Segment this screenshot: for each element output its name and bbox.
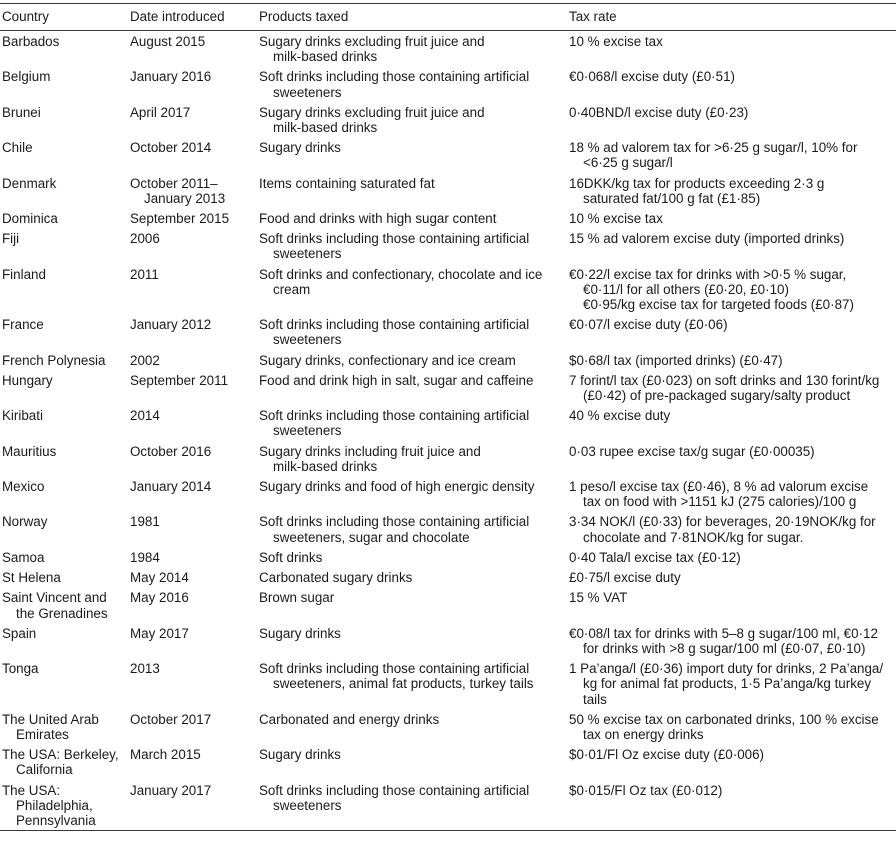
table-row [0,102,896,137]
table-row [0,66,896,101]
cell-tax-rate [569,712,896,742]
cell-date-introduced-line: January 2017 [130,782,212,798]
cell-country [0,267,130,313]
cell-tax-rate-line: (£0·42) of pre-packaged sugary/salty product [583,388,851,404]
cell-country-line: Spain [2,625,37,641]
cell-tax-rate-line: $0·01/Fl Oz excise duty (£0·006) [569,747,764,763]
cell-products-taxed-line: Food and drinks with high sugar content [259,211,497,227]
cell-products-taxed-line: sweeteners [273,797,342,813]
cell-products-taxed [259,444,569,474]
cell-products-taxed [259,317,569,347]
cell-country [0,661,130,707]
cell-tax-rate-line: kg for animal fat products, 1·5 Pa’anga/kg turkey [583,676,872,692]
table-row [0,228,896,263]
cell-products-taxed-line: milk-based drinks [273,49,378,65]
cell-products-taxed-line: Sugary drinks [259,625,341,641]
cell-products-taxed-line: Sugary drinks [259,140,341,156]
cell-products-taxed [259,105,569,135]
table-row [0,547,896,567]
cell-products-taxed [259,267,569,313]
cell-products-taxed-line: cream [273,281,311,297]
table-row [0,405,896,440]
cell-date-introduced-line: 2011 [130,266,159,282]
cell-tax-rate-line: saturated fat/100 g fat (£1·85) [583,190,761,206]
table-row [0,208,896,228]
cell-tax-rate-line: €0·08/l tax for drinks with 5–8 g sugar/100 ml, €0·12 [569,625,878,641]
cell-products-taxed-line: sweeteners [273,423,342,439]
cell-tax-rate-line: tails [583,691,607,707]
cell-country-line: Finland [2,266,46,282]
cell-country [0,444,130,474]
cell-date-introduced [130,661,259,707]
table-bottom-rule [0,830,896,831]
cell-products-taxed-line: Soft drinks including those containing artificial [259,782,530,798]
cell-country [0,317,130,347]
cell-tax-rate [569,231,896,261]
table-row [0,314,896,349]
cell-date-introduced-line: 2014 [130,408,160,424]
cell-country-line: France [2,317,44,333]
cell-date-introduced-line: September 2015 [130,211,230,227]
cell-tax-rate-line: 40 % excise duty [569,408,671,424]
table-row [0,476,896,511]
cell-country-line: St Helena [2,570,61,586]
cell-date-introduced [130,353,259,368]
cell-country-line: Mauritius [2,443,57,459]
cell-tax-rate [569,211,896,226]
cell-date-introduced-line: September 2011 [130,372,229,388]
table-row [0,350,896,370]
cell-country [0,783,130,829]
cell-country-line: Kiribati [2,408,43,424]
table-row [0,623,896,658]
table-row [0,511,896,546]
cell-country [0,353,130,368]
table-row [0,31,896,66]
cell-tax-rate-line: 50 % excise tax on carbonated drinks, 100 % excise [569,711,879,727]
cell-date-introduced-line: January 2016 [130,69,212,85]
cell-tax-rate [569,550,896,565]
cell-tax-rate-line: £0·75/l excise duty [569,570,681,586]
cell-tax-rate-line: 3·34 NOK/l (£0·33) for beverages, 20·19NOK/kg for [569,514,876,530]
cell-products-taxed [259,661,569,707]
cell-tax-rate-line: tax on energy drinks [583,726,704,742]
cell-date-introduced [130,550,259,565]
cell-country [0,590,130,620]
cell-products-taxed [259,408,569,438]
cell-products-taxed-line: Sugary drinks excluding fruit juice and [259,104,485,120]
cell-tax-rate [569,479,896,509]
cell-date-introduced-line: March 2015 [130,747,201,763]
cell-country-line: Emirates [16,726,69,742]
cell-country-line: Pennsylvania [16,812,96,828]
cell-products-taxed-line: Sugary drinks excluding fruit juice and [259,34,485,49]
cell-tax-rate-line: €0·068/l excise duty (£0·51) [569,69,735,85]
cell-products-taxed [259,140,569,170]
cell-country-line: Hungary [2,372,53,388]
cell-country [0,626,130,656]
cell-products-taxed-line: milk-based drinks [273,458,378,474]
cell-products-taxed [259,747,569,777]
cell-date-introduced [130,373,259,403]
cell-tax-rate-line: 1 peso/l excise tax (£0·46), 8 % ad valorum excise [569,479,869,495]
cell-country [0,211,130,226]
cell-tax-rate [569,267,896,313]
cell-country [0,747,130,777]
cell-tax-rate-line: 15 % VAT [569,590,628,606]
cell-date-introduced-line: 1981 [130,514,160,530]
cell-date-introduced [130,570,259,585]
cell-tax-rate-line: 0·40 Tala/l excise tax (£0·12) [569,549,741,565]
cell-date-introduced-line: 2013 [130,661,160,677]
cell-products-taxed [259,176,569,206]
cell-date-introduced [130,514,259,544]
cell-products-taxed [259,69,569,99]
cell-products-taxed [259,550,569,565]
cell-tax-rate [569,69,896,99]
cell-products-taxed [259,231,569,261]
cell-date-introduced [130,176,259,206]
cell-products-taxed-line: Soft drinks including those containing artificial [259,514,530,530]
cell-products-taxed-line: Food and drink high in salt, sugar and caffeine [259,372,534,388]
cell-date-introduced [130,590,259,620]
cell-country-line: The United Arab [2,711,99,727]
header-date-introduced: Date introduced [130,9,225,25]
cell-country-line: Saint Vincent and [2,590,107,606]
cell-country [0,176,130,206]
cell-tax-rate [569,373,896,403]
cell-country [0,231,130,261]
cell-date-introduced-line: January 2013 [144,190,226,206]
cell-date-introduced-line: 2006 [130,231,160,247]
cell-country-line: The USA: [2,782,61,798]
cell-tax-rate-line: for drinks with >8 g sugar/100 ml (£0·07, £0·10) [583,640,866,656]
cell-date-introduced [130,626,259,656]
cell-tax-rate [569,317,896,347]
cell-tax-rate [569,444,896,474]
header-tax-rate: Tax rate [569,9,617,25]
cell-date-introduced [130,408,259,438]
cell-country-line: Philadelphia, [16,797,93,813]
cell-date-introduced [130,140,259,170]
table-row [0,780,896,831]
cell-country [0,570,130,585]
cell-products-taxed-line: sweeteners, sugar and chocolate [273,529,470,545]
cell-country-line: Fiji [2,231,20,247]
cell-tax-rate-line: 15 % ad valorem excise duty (imported drinks) [569,231,845,247]
cell-products-taxed-line: sweeteners [273,246,342,262]
cell-tax-rate-line: 16DKK/kg tax for products exceeding 2·3 g [569,175,825,191]
cell-tax-rate-line: €0·95/kg excise tax for targeted foods (£0·87) [583,297,854,313]
cell-tax-rate [569,783,896,829]
table-row [0,567,896,587]
cell-country-line: Barbados [2,34,60,49]
cell-products-taxed-line: Brown sugar [259,590,335,606]
cell-date-introduced [130,317,259,347]
cell-tax-rate [569,514,896,544]
cell-country-line: Mexico [2,479,45,495]
cell-date-introduced [130,69,259,99]
cell-country-line: Chile [2,140,33,156]
cell-products-taxed [259,590,569,620]
cell-date-introduced-line: 2002 [130,352,160,368]
cell-country [0,408,130,438]
cell-date-introduced-line: May 2017 [130,625,189,641]
cell-country [0,514,130,544]
cell-tax-rate-line: 0·40BND/l excise duty (£0·23) [569,104,749,120]
cell-tax-rate-line: 0·03 rupee excise tax/g sugar (£0·00035) [569,443,815,459]
cell-tax-rate [569,408,896,438]
cell-date-introduced-line: August 2015 [130,34,206,49]
cell-country-line: The USA: Berkeley, [2,747,119,763]
table-row [0,744,896,779]
cell-products-taxed [259,783,569,829]
cell-country-line: French Polynesia [2,352,106,368]
cell-products-taxed-line: sweeteners [273,84,342,100]
cell-tax-rate-line: €0·07/l excise duty (£0·06) [569,317,728,333]
cell-tax-rate [569,353,896,368]
table-row [0,441,896,476]
cell-country [0,479,130,509]
cell-tax-rate-line: 10 % excise tax [569,34,663,49]
cell-date-introduced [130,105,259,135]
cell-tax-rate [569,661,896,707]
header-country: Country [2,9,49,25]
cell-country-line: Denmark [2,175,57,191]
cell-products-taxed-line: sweeteners [273,332,342,348]
cell-country [0,373,130,403]
cell-country-line: Brunei [2,104,41,120]
table-row [0,587,896,622]
cell-products-taxed-line: Soft drinks and confectionary, chocolate and ice [259,266,543,282]
table-body [0,31,896,830]
cell-country [0,105,130,135]
cell-date-introduced-line: 1984 [130,549,160,565]
cell-country-line: Dominica [2,211,58,227]
cell-tax-rate-line: chocolate and 7·81NOK/kg for sugar. [583,529,804,545]
cell-products-taxed [259,211,569,226]
cell-products-taxed-line: Sugary drinks including fruit juice and [259,443,481,459]
cell-products-taxed [259,34,569,64]
cell-country [0,140,130,170]
cell-tax-rate-line: 1 Pa’anga/l (£0·36) import duty for drinks, 2 Pa’anga/ [569,661,884,677]
cell-date-introduced-line: October 2011– [130,175,218,191]
table-row [0,264,896,315]
cell-products-taxed-line: milk-based drinks [273,120,378,136]
table-row [0,658,896,709]
cell-date-introduced-line: October 2016 [130,443,212,459]
cell-date-introduced-line: January 2012 [130,317,212,333]
cell-tax-rate [569,140,896,170]
cell-tax-rate [569,34,896,64]
cell-date-introduced-line: May 2014 [130,570,189,586]
cell-country-line: California [16,762,73,778]
cell-date-introduced-line: October 2014 [130,140,212,156]
cell-country-line: Samoa [2,549,45,565]
cell-tax-rate-line: <6·25 g sugar/l [583,155,673,171]
cell-products-taxed [259,353,569,368]
cell-products-taxed-line: Sugary drinks [259,747,341,763]
cell-date-introduced-line: January 2014 [130,479,212,495]
cell-tax-rate-line: 7 forint/l tax (£0·023) on soft drinks and 130 forint/kg [569,372,880,388]
cell-products-taxed-line: Soft drinks including those containing artificial [259,661,530,677]
cell-tax-rate [569,590,896,620]
cell-country [0,69,130,99]
cell-country [0,550,130,565]
cell-date-introduced [130,231,259,261]
cell-country-line: Norway [2,514,48,530]
cell-country [0,34,130,64]
cell-products-taxed [259,626,569,656]
cell-tax-rate-line: €0·11/l for all others (£0·20, £0·10) [583,281,789,297]
table-row [0,370,896,405]
cell-products-taxed [259,514,569,544]
cell-tax-rate-line: €0·22/l excise tax for drinks with >0·5 % sugar, [569,266,847,282]
cell-date-introduced [130,712,259,742]
cell-country [0,712,130,742]
cell-date-introduced [130,747,259,777]
cell-tax-rate-line: $0·015/Fl Oz tax (£0·012) [569,782,723,798]
cell-products-taxed-line: Soft drinks [259,549,323,565]
cell-products-taxed-line: Soft drinks including those containing artificial [259,408,530,424]
table-header-row [0,4,896,30]
cell-date-introduced [130,783,259,829]
cell-date-introduced-line: April 2017 [130,104,191,120]
cell-products-taxed-line: Sugary drinks, confectionary and ice cream [259,352,516,368]
cell-tax-rate-line: 10 % excise tax [569,211,663,227]
cell-date-introduced [130,444,259,474]
cell-country-line: Tonga [2,661,39,677]
header-products-taxed: Products taxed [259,9,349,25]
cell-products-taxed-line: Carbonated and energy drinks [259,711,440,727]
cell-tax-rate [569,570,896,585]
cell-products-taxed [259,712,569,742]
cell-tax-rate-line: $0·68/l tax (imported drinks) (£0·47) [569,352,783,368]
cell-date-introduced-line: May 2016 [130,590,189,606]
cell-products-taxed [259,570,569,585]
cell-tax-rate [569,176,896,206]
cell-date-introduced [130,34,259,64]
cell-products-taxed-line: Soft drinks including those containing artificial [259,231,530,247]
cell-country-line: Belgium [2,69,51,85]
cell-tax-rate [569,747,896,777]
table-row [0,709,896,744]
cell-products-taxed-line: Sugary drinks and food of high energic density [259,479,535,495]
cell-products-taxed-line: Soft drinks including those containing artificial [259,69,530,85]
cell-tax-rate-line: tax on food with >1151 kJ (275 calories)/100 g [583,494,857,510]
cell-products-taxed [259,479,569,509]
cell-country-line: the Grenadines [16,605,108,621]
cell-tax-rate [569,105,896,135]
cell-date-introduced-line: October 2017 [130,711,212,727]
cell-date-introduced [130,267,259,313]
cell-products-taxed [259,373,569,403]
cell-date-introduced [130,211,259,226]
cell-date-introduced [130,479,259,509]
cell-products-taxed-line: Items containing saturated fat [259,175,435,191]
table-row [0,137,896,172]
cell-products-taxed-line: sweeteners, animal fat products, turkey tails [273,676,534,692]
cell-tax-rate-line: 18 % ad valorem tax for >6·25 g sugar/l, 10% for [569,140,858,156]
cell-products-taxed-line: Soft drinks including those containing artificial [259,317,530,333]
cell-products-taxed-line: Carbonated sugary drinks [259,570,413,586]
table-row [0,173,896,208]
cell-tax-rate [569,626,896,656]
